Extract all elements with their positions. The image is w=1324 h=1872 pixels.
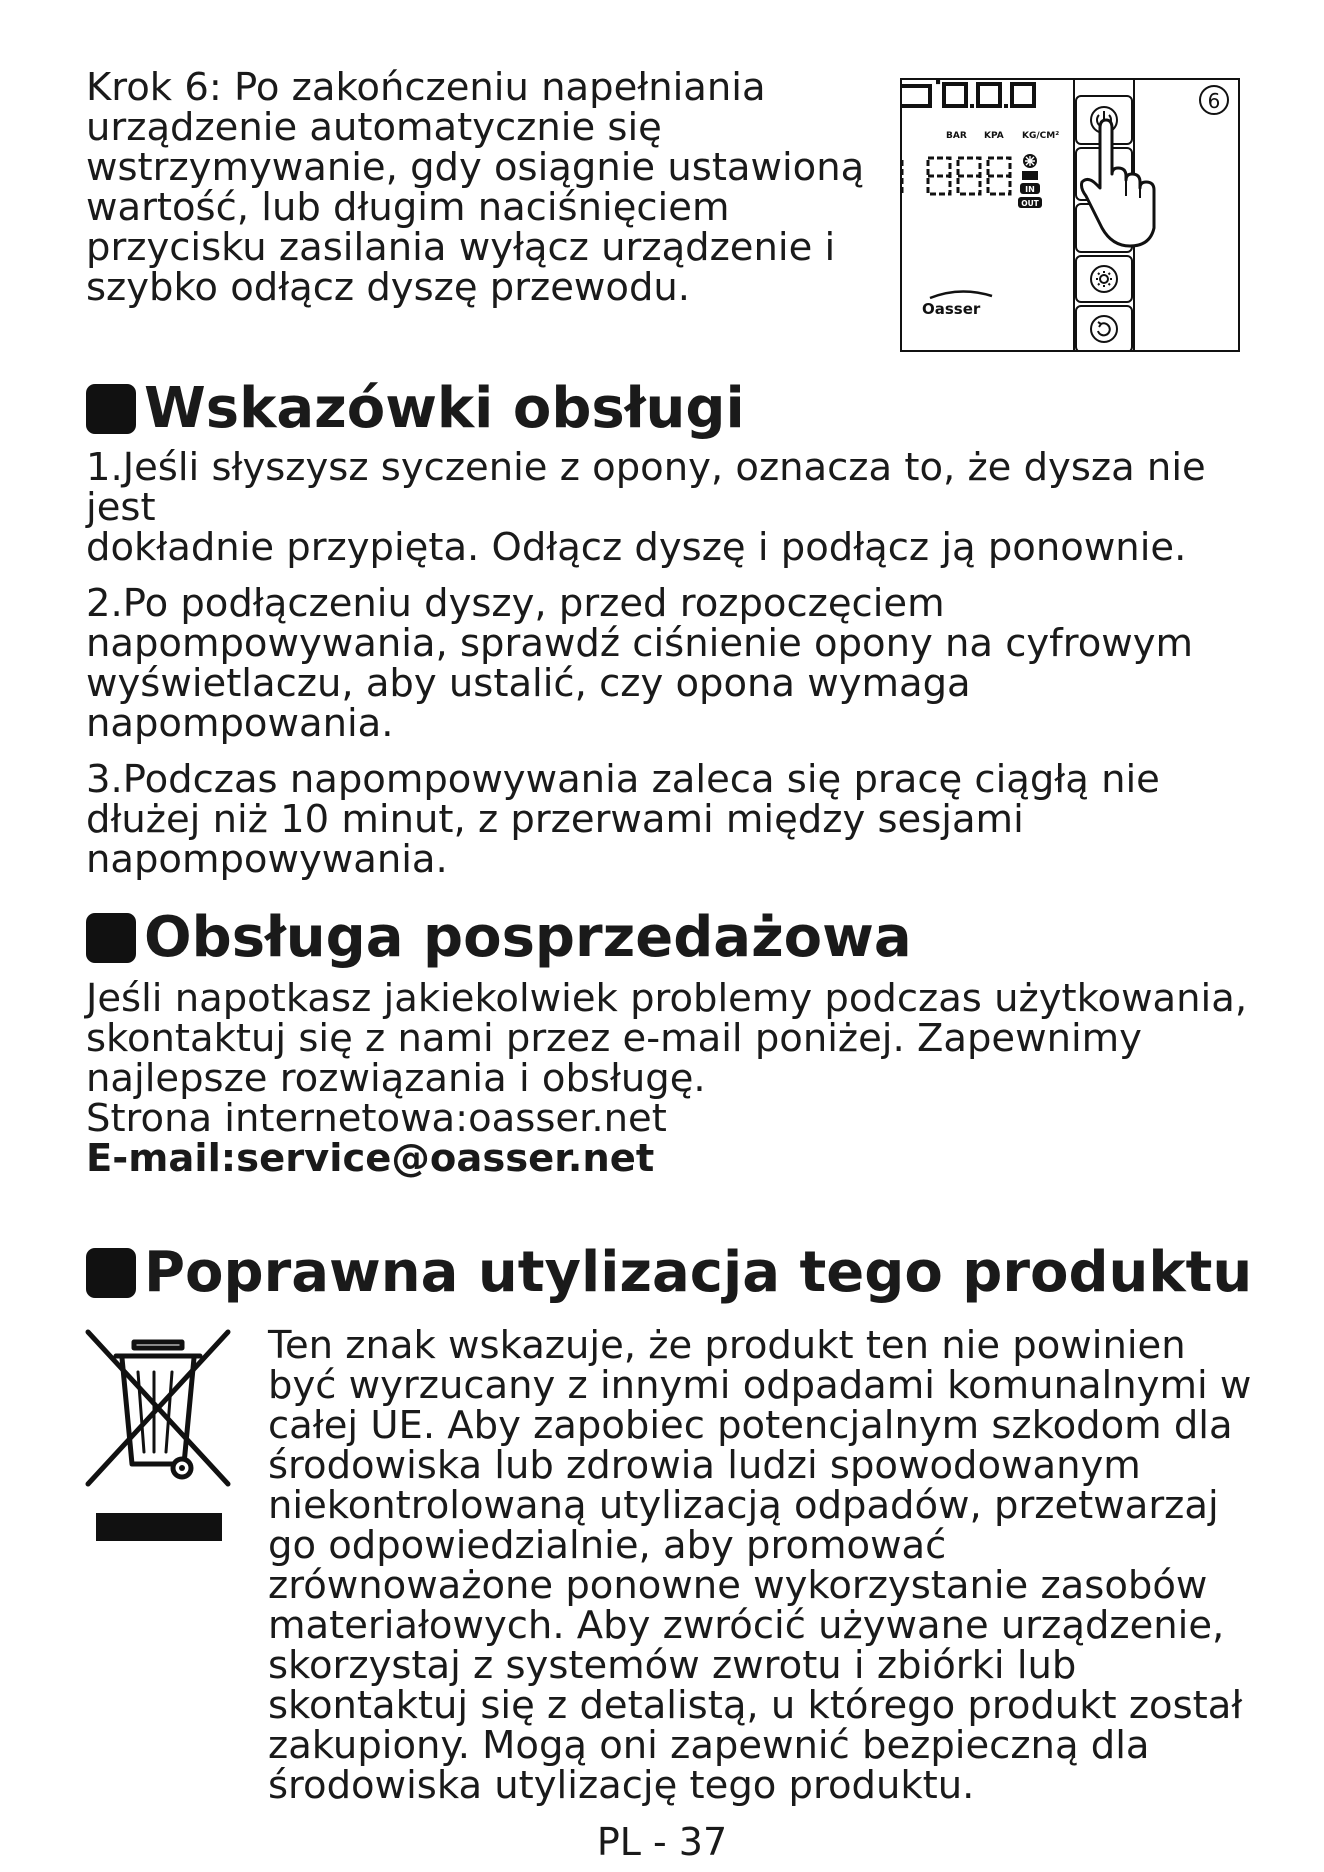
disposal-line: skorzystaj z systemów zwrotu i zbiórki lub <box>268 1643 1077 1688</box>
out-indicator-label: OUT <box>1021 199 1039 208</box>
disposal-line: środowiska utylizację tego produktu. <box>268 1763 975 1808</box>
heading-square-icon <box>86 913 136 963</box>
tip-line: dokładnie przypięta. Odłącz dyszę i podłącz ją ponownie. <box>86 525 1187 570</box>
service-line: najlepsze rozwiązania i obsługę. <box>86 1056 706 1101</box>
tip-line: 2.Po podłączeniu dyszy, przed rozpoczęciem <box>86 581 945 626</box>
brand-logo-text: Oasser <box>922 300 981 318</box>
tips-heading <box>86 376 745 442</box>
in-indicator-label: IN <box>1025 185 1035 194</box>
step6-line: Krok 6: Po zakończeniu napełniania <box>86 65 766 110</box>
disposal-line: środowiska lub zdrowia ludzi spowodowanym <box>268 1443 1141 1488</box>
step6-line: urządzenie automatycznie się <box>86 105 662 150</box>
tips-list <box>86 445 1266 896</box>
tip-item <box>86 581 1266 746</box>
crossed-out-wheelie-bin-icon <box>82 1328 238 1558</box>
tip-line: napompowywania. <box>86 837 448 882</box>
disposal-line: całej UE. Aby zapobiec potencjalnym szkodom dla <box>268 1403 1233 1448</box>
service-text <box>86 976 1266 1181</box>
disposal-line: być wyrzucany z innymi odpadami komunalnymi w <box>268 1363 1252 1408</box>
light-indicator-icon <box>1022 171 1038 180</box>
device-panel-illustration <box>900 78 1240 352</box>
step6-line: szybko odłącz dyszę przewodu. <box>86 265 691 310</box>
service-title: Obsługa posprzedażowa <box>144 905 912 970</box>
tip-line: 3.Podczas napompowywania zaleca się pracę ciągłą nie <box>86 757 1160 802</box>
tip-line: dłużej niż 10 minut, z przerwami między sesjami <box>86 797 1024 842</box>
disposal-title: Poprawna utylizacja tego produktu <box>144 1240 1253 1305</box>
in-indicator-icon <box>1020 183 1040 194</box>
disposal-text <box>268 1323 1268 1808</box>
tip-line: napompowywania, sprawdź ciśnienie opony na cyfrowym <box>86 621 1194 666</box>
disposal-line: zrównoważone ponowne wykorzystanie zasobów <box>268 1563 1208 1608</box>
disposal-line: niekontrolowaną utylizacją odpadów, przetwarzaj <box>268 1483 1219 1528</box>
disposal-line: skontaktuj się z detalistą, u którego produkt został <box>268 1683 1243 1728</box>
service-line: skontaktuj się z nami przez e-mail poniżej. Zapewnimy <box>86 1016 1142 1061</box>
tips-title: Wskazówki obsługi <box>144 376 745 441</box>
out-indicator-icon <box>1018 197 1042 208</box>
email-line: E-mail:service@oasser.net <box>86 1136 655 1181</box>
tip-item <box>86 445 1266 570</box>
weee-black-bar <box>96 1513 222 1541</box>
website-line: Strona internetowa:oasser.net <box>86 1096 667 1141</box>
disposal-heading <box>86 1240 1252 1306</box>
tip-line: napompowania. <box>86 701 394 746</box>
service-heading <box>86 905 912 971</box>
tip-item <box>86 757 1266 882</box>
step6-line: wartość, lub długim naciśnięciem <box>86 185 730 230</box>
step6-line: wstrzymywanie, gdy osiągnie ustawioną <box>86 145 865 190</box>
step-number: 6 <box>1207 89 1221 113</box>
snowflake-indicator-icon <box>1023 154 1037 168</box>
disposal-line: zakupiony. Mogą oni zapewnić bezpieczną dla <box>268 1723 1150 1768</box>
disposal-line: go odpowiedzialnie, aby promować <box>268 1523 947 1568</box>
disposal-line: materiałowych. Aby zwrócić używane urządzenie, <box>268 1603 1225 1648</box>
page-number: PL - 37 <box>596 1820 728 1864</box>
step-number-badge <box>1200 86 1228 114</box>
disposal-line: Ten znak wskazuje, że produkt ten nie powinien <box>268 1323 1186 1368</box>
step6-text <box>86 65 886 310</box>
unit-kgcm-label: KG/CM² <box>1022 131 1060 141</box>
unit-bar-label: BAR <box>946 131 967 141</box>
heading-square-icon <box>86 1248 136 1298</box>
unit-kpa-label: KPA <box>984 131 1004 141</box>
heading-square-icon <box>86 384 136 434</box>
service-line: Jeśli napotkasz jakiekolwiek problemy podczas użytkowania, <box>86 976 1248 1021</box>
tip-line: wyświetlaczu, aby ustalić, czy opona wymaga <box>86 661 971 706</box>
step6-line: przycisku zasilania wyłącz urządzenie i <box>86 225 836 270</box>
tip-line: 1.Jeśli słyszysz syczenie z opony, oznacza to, że dysza nie jest <box>86 445 1206 530</box>
